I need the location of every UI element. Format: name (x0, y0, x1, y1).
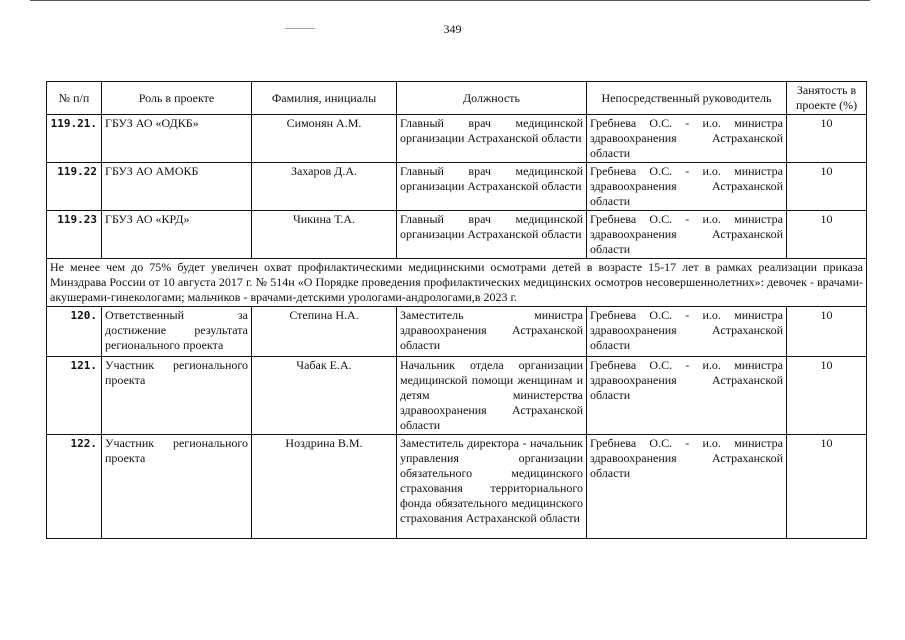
row-position: Начальник отдела организации медицинской помощи женщинам и детям министерства здравоохранения Астраханской области (397, 357, 587, 435)
row-position: Главный врач медицинской организации Астраханской области (397, 163, 587, 211)
section-text: Не менее чем до 75% будет увеличен охват профилактическими медицинскими осмотрами детей в возрасте 15-17 лет в рамках реализации приказа Минздрава России от 10 августа 2017 г. № 514н «О Порядке проведения профилактических медицинских осмотров несовершеннолетних»: девочек - врачами-акушерами-гинекологами; мальчиков - врачами-детскими урологами-андрологами,в 2023 г. (47, 259, 867, 307)
row-role: Участник регионального проекта (102, 435, 252, 539)
page-number: 349 (443, 22, 462, 36)
row-position: Главный врач медицинской организации Астраханской области (397, 211, 587, 259)
table-row (47, 357, 867, 435)
header-name: Фамилия, инициалы (252, 82, 397, 115)
row-num: 121. (47, 357, 102, 435)
table-row (47, 211, 867, 259)
row-num: 119.23 (47, 211, 102, 259)
row-position: Заместитель директора - начальник управления организации обязательного медицинского страхования территориального фонда обязательного медицинского страхования Астраханской области (397, 435, 587, 539)
row-name: Степина Н.А. (252, 307, 397, 357)
row-role: ГБУЗ АО «ОДКБ» (102, 115, 252, 163)
header-manager: Непосредственный руководитель (587, 82, 787, 115)
header-load: Занятость в проекте (%) (787, 82, 867, 115)
table-row (47, 435, 867, 539)
row-manager: Гребнева О.С. - и.о. министра здравоохранения Астраханской области (587, 211, 787, 259)
row-load: 10 (787, 211, 867, 259)
row-num: 119.22 (47, 163, 102, 211)
row-load: 10 (787, 163, 867, 211)
table-row (47, 115, 867, 163)
row-role: ГБУЗ АО «КРД» (102, 211, 252, 259)
row-position: Главный врач медицинской организации Астраханской области (397, 115, 587, 163)
row-role: Ответственный за достижение результата регионального проекта (102, 307, 252, 357)
row-manager: Гребнева О.С. - и.о. министра здравоохранения Астраханской области (587, 163, 787, 211)
row-manager: Гребнева О.С. - и.о. министра здравоохранения Астраханской области (587, 307, 787, 357)
row-name: Ноздрина В.М. (252, 435, 397, 539)
row-manager: Гребнева О.С. - и.о. министра здравоохранения Астраханской области (587, 357, 787, 435)
row-load: 10 (787, 435, 867, 539)
table-header-row (47, 82, 867, 115)
row-name: Симонян А.М. (252, 115, 397, 163)
row-load: 10 (787, 307, 867, 357)
row-name: Чикина Т.А. (252, 211, 397, 259)
row-num: 122. (47, 435, 102, 539)
top-border-line (30, 0, 870, 1)
section-row (47, 259, 867, 307)
row-manager: Гребнева О.С. - и.о. министра здравоохранения Астраханской области (587, 435, 787, 539)
header-num: № п/п (47, 82, 102, 115)
row-name: Чабак Е.А. (252, 357, 397, 435)
header-position: Должность (397, 82, 587, 115)
row-role: ГБУЗ АО АМОКБ (102, 163, 252, 211)
row-load: 10 (787, 115, 867, 163)
staff-table (46, 81, 867, 539)
table-row (47, 163, 867, 211)
table-row (47, 307, 867, 357)
row-position: Заместитель министра здравоохранения Астраханской области (397, 307, 587, 357)
row-name: Захаров Д.А. (252, 163, 397, 211)
header-role: Роль в проекте (102, 82, 252, 115)
row-load: 10 (787, 357, 867, 435)
row-num: 120. (47, 307, 102, 357)
row-num: 119.21. (47, 115, 102, 163)
row-role: Участник регионального проекта (102, 357, 252, 435)
row-manager: Гребнева О.С. - и.о. министра здравоохранения Астраханской области (587, 115, 787, 163)
